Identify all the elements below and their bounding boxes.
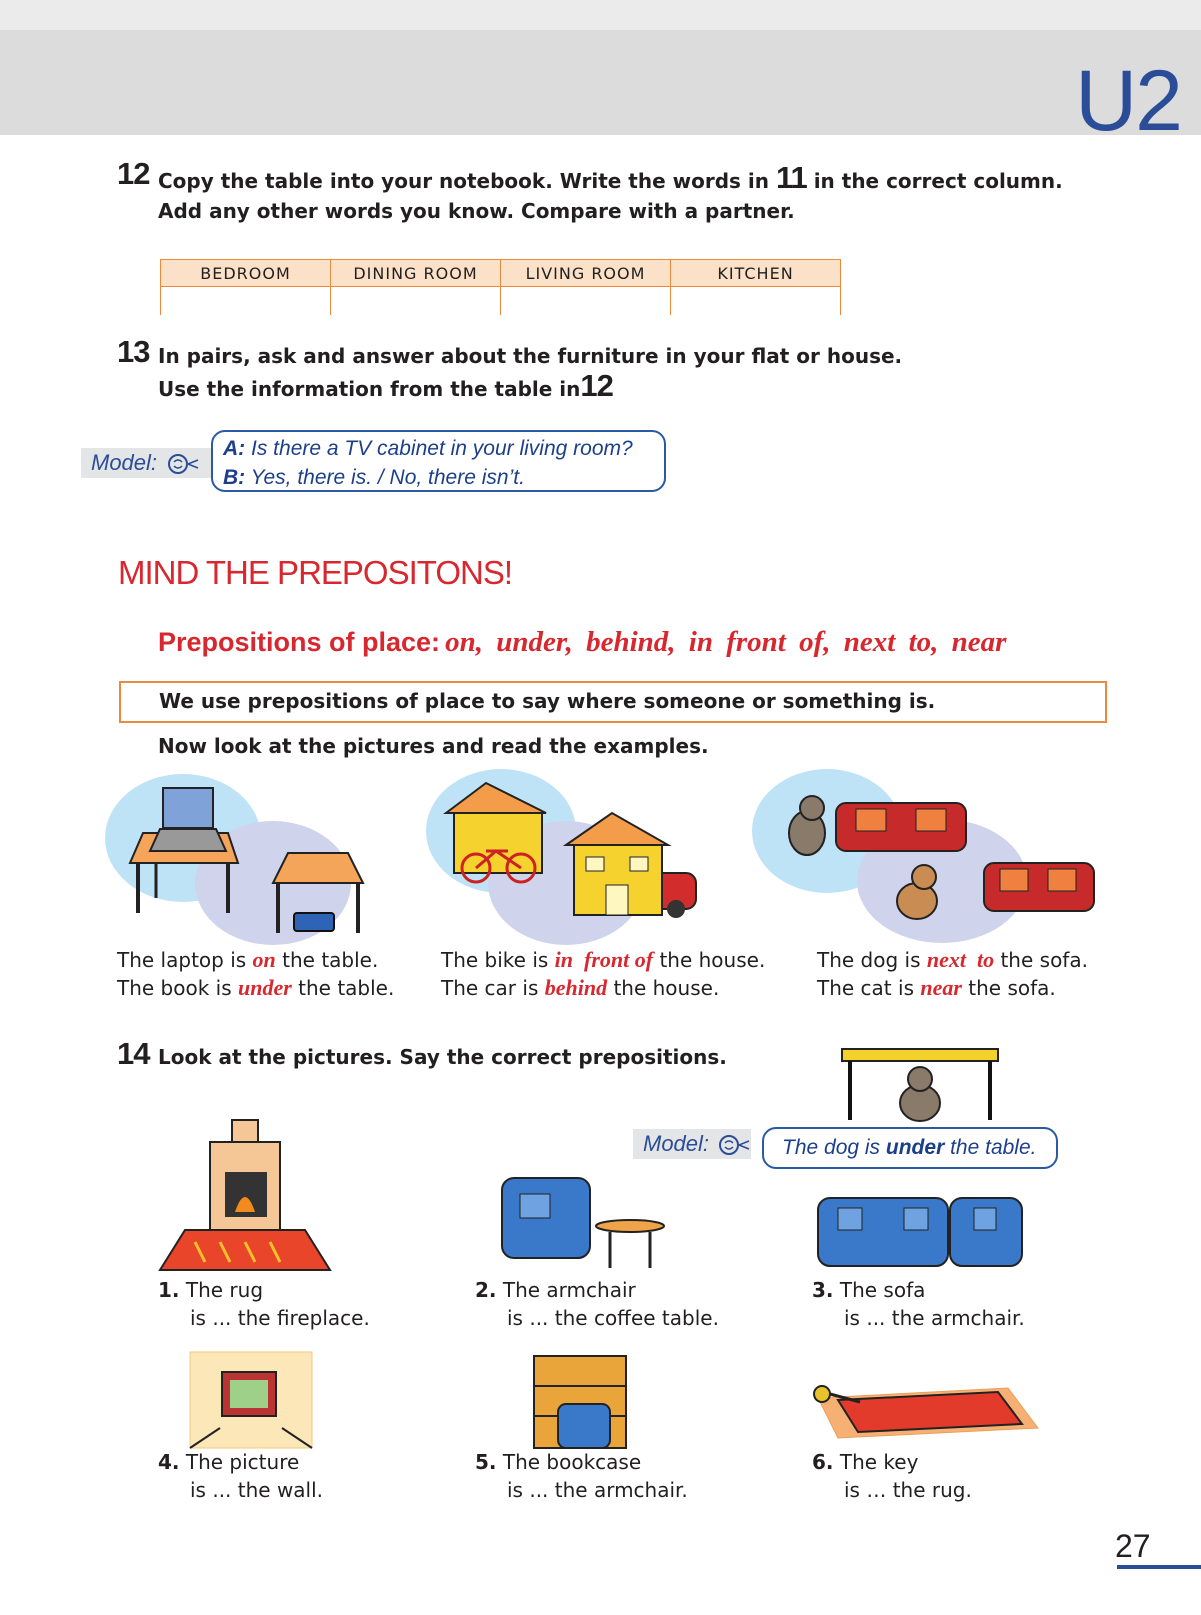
caption-text: The car is	[441, 976, 545, 1000]
item-number: 4.	[158, 1450, 180, 1474]
exercise-14-instruction: Look at the pictures. Say the correct prepositions.	[158, 1045, 727, 1069]
item-text: is ... the coffee table.	[507, 1306, 719, 1330]
caption-text: The cat is	[817, 976, 921, 1000]
table-cell	[501, 287, 671, 316]
sofa-armchair-picture	[816, 1194, 1026, 1272]
caption-text: The book is	[117, 976, 238, 1000]
exercise-13-number: 13	[117, 334, 150, 369]
caption-text: the sofa.	[994, 948, 1088, 972]
section-heading: MIND THE PREPOSITONS!	[118, 554, 513, 591]
item-3	[812, 1276, 1025, 1332]
fireplace-rug-picture	[140, 1112, 335, 1272]
table-cell	[161, 287, 331, 316]
model-sentence-text: the table.	[944, 1136, 1037, 1159]
speaker-a: A:	[223, 437, 246, 460]
speaker-b: B:	[223, 466, 246, 489]
item-text: is ... the armchair.	[844, 1306, 1025, 1330]
column-dining-room: DINING ROOM	[331, 260, 501, 287]
item-text: is ... the wall.	[190, 1478, 324, 1502]
preposition-in-front-of: in front of	[554, 947, 654, 972]
item-number: 6.	[812, 1450, 834, 1474]
rule-text: We use prepositions of place to say where someone or something is.	[159, 689, 936, 713]
caption-text: the house.	[653, 948, 766, 972]
preposition-under: under	[238, 975, 292, 1000]
preposition-near: near	[920, 975, 962, 1000]
item-number: 3.	[812, 1278, 834, 1302]
preposition-behind: behind	[544, 975, 608, 1000]
item-text: The armchair	[502, 1278, 636, 1302]
speaker-b-text: Yes, there is. / No, there isn’t.	[245, 466, 525, 489]
column-bedroom: BEDROOM	[161, 260, 331, 287]
armchair-coffee-table-picture	[498, 1168, 678, 1270]
model-sentence-text: The dog is	[782, 1136, 886, 1159]
item-text: is … the rug.	[844, 1478, 972, 1502]
item-text: is ... the fireplace.	[190, 1306, 370, 1330]
item-text: The sofa	[839, 1278, 926, 1302]
item-text: The picture	[185, 1450, 300, 1474]
item-6	[812, 1448, 972, 1504]
model-preposition: under	[885, 1136, 945, 1159]
model-label-text: Model:	[643, 1131, 710, 1156]
ex13-text-line2: Use the information from the table in	[158, 377, 581, 401]
room-words-table	[160, 259, 841, 315]
item-number: 5.	[475, 1450, 497, 1474]
ex13-ref: 12	[580, 368, 613, 403]
speaker-a-text: Is there a TV cabinet in your living room?	[245, 437, 633, 460]
example-caption-1	[117, 946, 394, 1002]
prepositions-line	[158, 626, 1006, 659]
unit-label: U2	[1075, 53, 1181, 149]
ex12-text-line2: Add any other words you know. Compare with a partner.	[158, 199, 795, 223]
item-1	[158, 1276, 370, 1332]
item-5	[475, 1448, 688, 1504]
caption-text: the table.	[291, 976, 395, 1000]
dog-cat-sofa-illustration	[752, 773, 1092, 945]
house-bike-car-illustration	[426, 773, 716, 945]
table-laptop-book-illustration	[108, 773, 398, 945]
page-number: 27	[1115, 1528, 1151, 1564]
picture-on-wall-picture	[186, 1348, 316, 1452]
prepositions-words: on, under, behind, in front of, next to, near	[445, 626, 1007, 658]
exercise-12-number: 12	[117, 156, 150, 191]
model-dialogue-bubble	[211, 430, 666, 492]
caption-text: the table.	[275, 948, 379, 972]
speech-icon	[166, 450, 206, 480]
item-number: 2.	[475, 1278, 497, 1302]
exercise-13-instruction	[158, 341, 1078, 404]
page-number-underline	[1117, 1565, 1201, 1569]
example-caption-2	[441, 946, 765, 1002]
caption-text: The dog is	[817, 948, 927, 972]
speech-icon	[717, 1131, 757, 1161]
ex12-text-a: Copy the table into your notebook. Write the words in	[158, 169, 776, 193]
item-text: The key	[839, 1450, 919, 1474]
ex13-text-line1: In pairs, ask and answer about the furniture in your flat or house.	[158, 344, 903, 368]
item-2	[475, 1276, 719, 1332]
dog-under-table-illustration	[840, 1045, 1000, 1123]
caption-text: The laptop is	[117, 948, 253, 972]
preposition-next-to: next to	[926, 947, 995, 972]
prepositions-label: Prepositions of place:	[158, 627, 441, 657]
table-cell	[671, 287, 841, 316]
page-header	[0, 30, 1201, 149]
ex12-text-b: in the correct column.	[806, 169, 1063, 193]
exercise-14-number: 14	[117, 1036, 150, 1071]
item-text: The bookcase	[502, 1450, 642, 1474]
caption-text: The bike is	[441, 948, 555, 972]
model-sentence-bubble	[762, 1127, 1058, 1169]
key-rug-picture	[798, 1368, 1048, 1448]
item-text: The rug	[185, 1278, 264, 1302]
rule-box	[119, 681, 1107, 723]
top-strip	[0, 0, 1201, 30]
table-cell	[331, 287, 501, 316]
example-caption-3	[817, 946, 1088, 1002]
column-kitchen: KITCHEN	[671, 260, 841, 287]
caption-text: the house.	[607, 976, 720, 1000]
preposition-on: on	[252, 947, 276, 972]
item-text: is ... the armchair.	[507, 1478, 688, 1502]
exercise-12-instruction	[158, 160, 1078, 226]
model-label-text: Model:	[91, 450, 158, 475]
caption-text: the sofa.	[961, 976, 1056, 1000]
item-4	[158, 1448, 323, 1504]
item-number: 1.	[158, 1278, 180, 1302]
column-living-room: LIVING ROOM	[501, 260, 671, 287]
ex12-ref: 11	[775, 160, 807, 195]
bookcase-armchair-picture	[530, 1352, 660, 1452]
look-instruction: Now look at the pictures and read the examples.	[158, 734, 709, 758]
